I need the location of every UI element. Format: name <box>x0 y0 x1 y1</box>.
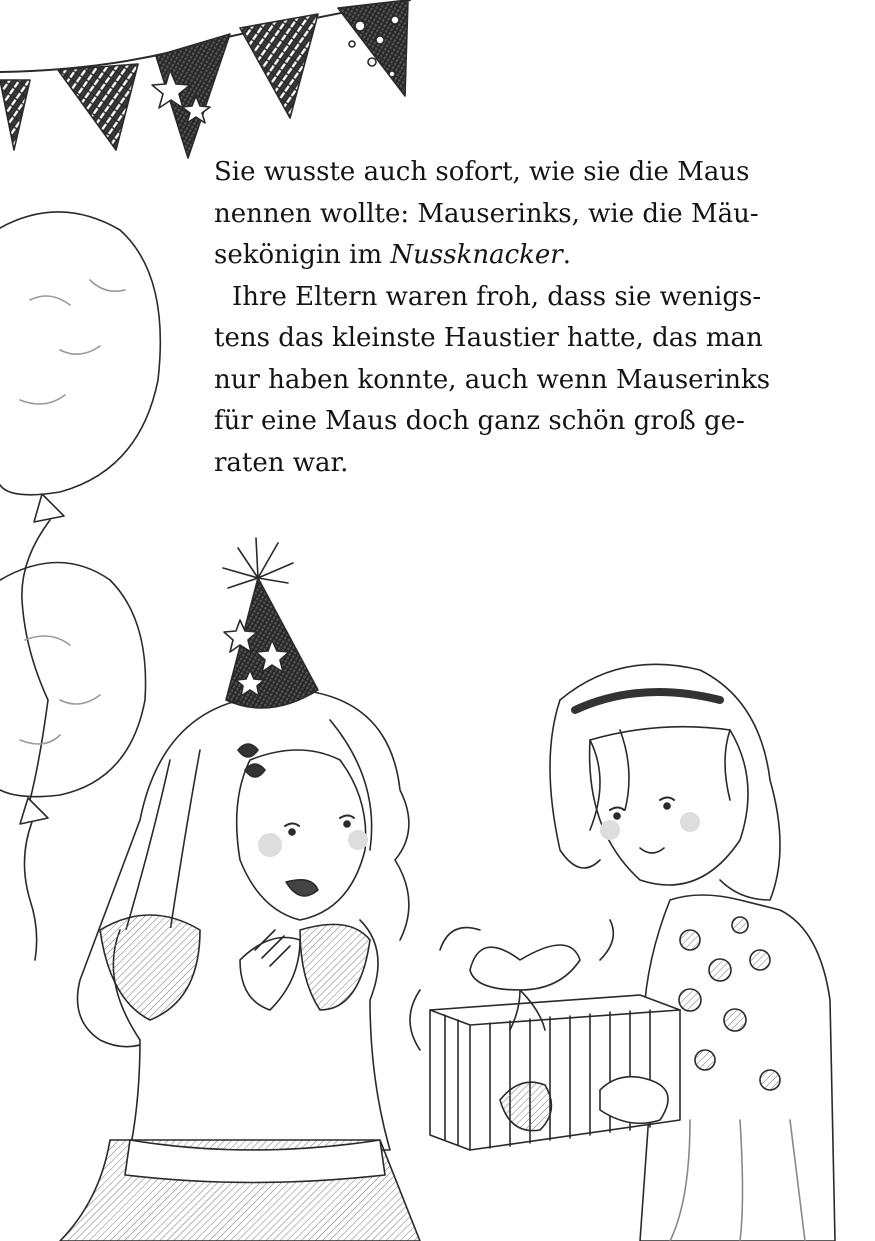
balloons <box>0 212 160 960</box>
gift-cage <box>410 920 680 1150</box>
bunting-garland <box>0 0 410 158</box>
text-line-3-end: . <box>562 240 571 270</box>
text-line-2: nennen wollte: Mauserinks, wie die Mäu- <box>214 198 759 229</box>
text-line-5: tens das kleinste Haustier hatte, das man <box>214 323 763 353</box>
girl-right <box>550 664 835 1241</box>
book-title-italic: Nussknacker <box>390 240 563 270</box>
story-text <box>214 152 771 484</box>
text-line-3 <box>214 235 754 277</box>
text-line-6: nur haben konnte, auch wenn Mauserinks <box>214 364 771 395</box>
girl-left <box>60 690 420 1241</box>
party-hat <box>223 538 318 708</box>
text-line-8: raten war. <box>214 447 349 478</box>
text-line-7: für eine Maus doch ganz schön groß ge- <box>214 406 745 436</box>
text-line-3-start: sekönigin im <box>214 240 391 270</box>
text-line-1: Sie wusste auch sofort, wie sie die Maus <box>214 157 750 187</box>
text-line-4: Ihre Eltern waren froh, dass sie wenigs- <box>232 281 762 312</box>
